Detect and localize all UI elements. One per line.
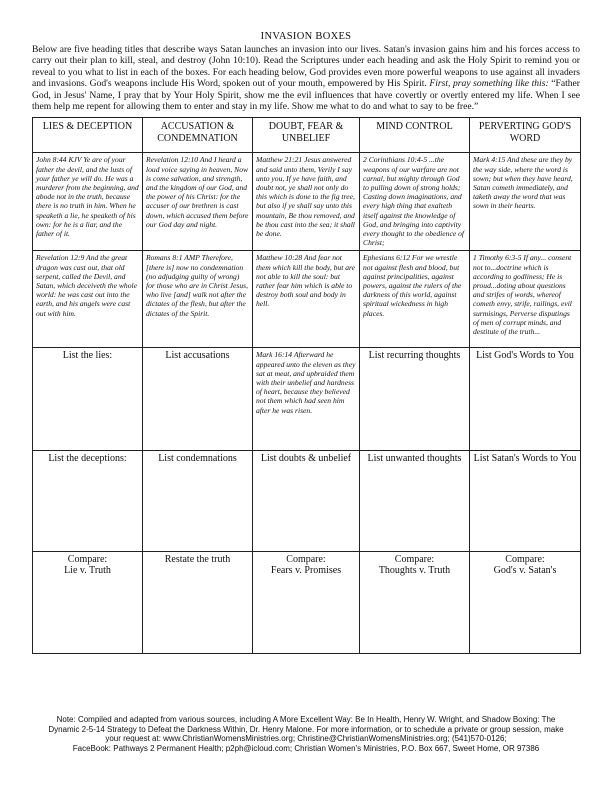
- compare-cell[interactable]: [253, 552, 360, 654]
- prompt-cell[interactable]: List the deceptions:: [33, 451, 143, 552]
- list-row-2: [33, 451, 581, 552]
- footer-line-1: Note: Compiled and adapted from various sources, including A More Excellent Way: Be In Health, Henry W. Wright, and Shadow Boxing: The Dynamic 2-5-14 Strategy to Defeat the Darkness Within, Dr. Henry Malone. For more information, or to schedule a private or group session, make your request at: www.ChristianWomensMinistries.org; Christine@ChristianWomensMinistries.org; (541)570-0126;: [48, 715, 564, 744]
- footer-line-2: FaceBook: Pathways 2 Permanent Health; p2ph@icloud.com; Christian Women's Ministries, P.O. Box 667, Sweet Home, OR 97386: [72, 743, 540, 753]
- verse-cell: 1 Timothy 6:3-5 If any... consent not to...doctrine which is according to godliness; He is proud...doting about questions and strifes of words, whereof cometh envy, strife, railings, evil surmisings, Perverse disputings of men of corrupt minds, and destitute of the truth...: [470, 251, 581, 348]
- prompt-cell[interactable]: List Satan's Words to You: [470, 451, 581, 552]
- invasion-table: [32, 117, 581, 654]
- intro-italic: First, pray something like this:: [429, 78, 549, 90]
- compare-cell[interactable]: [33, 552, 143, 654]
- verse-cell: 2 Corinthians 10:4-5 ...the weapons of our warfare are not carnal, but mighty through God to pulling down of strong holds; Casting down imaginations, and every high thing that exalteth itself against the knowledge of God, and bringing into captivity every thought to the obedience of Christ;: [360, 153, 470, 251]
- intro-paragraph: [32, 44, 580, 112]
- intro-prayer: “Father God, in Jesus' Name, I pray that by Your Holy Spirit, show me the evil influences that have covertly or overtly entered my life. When I see them help me repent for allowing them to enter and stay in my life. Show me what to do and what to say to be free.”: [32, 78, 580, 113]
- verse-cell: Matthew 21:21 Jesus answered and said unto them, Verily I say unto you, If ye have faith, and doubt not, ye shall not only do this which is done to the fig tree, but also if ye shall say unto this mountain, Be thou removed, and be thou cast into the sea; it shall be done.: [253, 153, 360, 251]
- verse-row-1: [33, 153, 581, 251]
- compare-detail: Lie v. Truth: [64, 565, 111, 577]
- compare-row: [33, 552, 581, 654]
- footer-note: [40, 715, 572, 753]
- verse-cell: Revelation 12:10 And I heard a loud voice saying in heaven, Now is come salvation, and strength, and the kingdom of our God, and the power of his Christ: for the accuser of our brethren is cast down, which accused them before our God day and night.: [143, 153, 253, 251]
- compare-label: Compare:: [67, 554, 108, 566]
- prompt-cell[interactable]: List condemnations: [143, 451, 253, 552]
- compare-label: Compare:: [394, 554, 435, 566]
- header-perverting: PERVERTING GOD'S WORD: [470, 118, 581, 153]
- compare-label: Restate the truth: [164, 554, 231, 566]
- intro-text: Below are five heading titles that describe ways Satan launches an invasion into our lives. Satan's invasion gains him and his forces access to carry out their plan to kill, steal, and destroy (John 10:10). Read the Scriptures under each heading and ask the Holy Spirit to remind you or reveal to you what to list in each of the boxes. For each heading below, God provides even more powerful weapons to use against all invaders and invasions. God's weapons include His Word, spoken out of your mouth, empowered by His Spirit.: [32, 44, 580, 90]
- verse-cell: Matthew 10:28 And fear not them which kill the body, but are not able to kill the soul: but rather fear him which is able to destroy both soul and body in hell.: [253, 251, 360, 348]
- verse-cell: Ephesians 6:12 For we wrestle not against flesh and blood, but against principalities, against powers, against the rulers of the darkness of this world, against spiritual wickedness in high places.: [360, 251, 470, 348]
- header-accusation: ACCUSATION & CONDEMNATION: [143, 118, 253, 153]
- page-title: INVASION BOXES: [260, 31, 352, 42]
- compare-cell[interactable]: [360, 552, 470, 654]
- compare-detail: Fears v. Promises: [270, 565, 342, 577]
- verse-cell: Mark 16:14 Afterward he appeared unto the eleven as they sat at meat, and upbraided them with their unbelief and hardness of heart, because they believed not them which had seen him after he was risen.: [253, 348, 360, 451]
- verse-row-2: [33, 251, 581, 348]
- prompt-cell[interactable]: List doubts & unbelief: [253, 451, 360, 552]
- header-doubt: DOUBT, FEAR & UNBELIEF: [253, 118, 360, 153]
- prompt-cell[interactable]: List unwanted thoughts: [360, 451, 470, 552]
- compare-cell[interactable]: [143, 552, 253, 654]
- list-row-1: [33, 348, 581, 451]
- prompt-cell[interactable]: List recurring thoughts: [360, 348, 470, 451]
- compare-cell[interactable]: [470, 552, 581, 654]
- verse-cell: Mark 4:15 And these are they by the way side, where the word is sown; but when they have heard, Satan cometh immediately, and taketh away the word that was sown in their hearts.: [470, 153, 581, 251]
- verse-cell: John 8:44 KJV Ye are of your father the devil, and the lusts of your father ye will do. He was a murderer from the beginning, and abode not in the truth, because there is no truth in him. When he speaketh a lie, he speaketh of his own: for he is a liar, and the father of it.: [33, 153, 143, 251]
- prompt-cell[interactable]: List accusations: [143, 348, 253, 451]
- verse-cell: Romans 8:1 AMP Therefore, [there is] now no condemnation (no adjudging guilty of wrong) for those who are in Christ Jesus, who live [and] walk not after the dictates of the flesh, but after the dictates of the Spirit.: [143, 251, 253, 348]
- prompt-cell[interactable]: List the lies:: [33, 348, 143, 451]
- header-mind-control: MIND CONTROL: [360, 118, 470, 153]
- verse-cell: Revelation 12:9 And the great dragon was cast out, that old serpent, called the Devil, and Satan, which deceiveth the whole world: he was cast out into the earth, and his angels were cast out with him.: [33, 251, 143, 348]
- header-row: [33, 118, 581, 153]
- compare-detail: Thoughts v. Truth: [378, 565, 451, 577]
- prompt-cell[interactable]: List God's Words to You: [470, 348, 581, 451]
- header-lies: LIES & DECEPTION: [33, 118, 143, 153]
- compare-label: Compare:: [505, 554, 545, 566]
- compare-label: Compare:: [286, 554, 326, 566]
- compare-detail: God's v. Satan's: [493, 565, 557, 577]
